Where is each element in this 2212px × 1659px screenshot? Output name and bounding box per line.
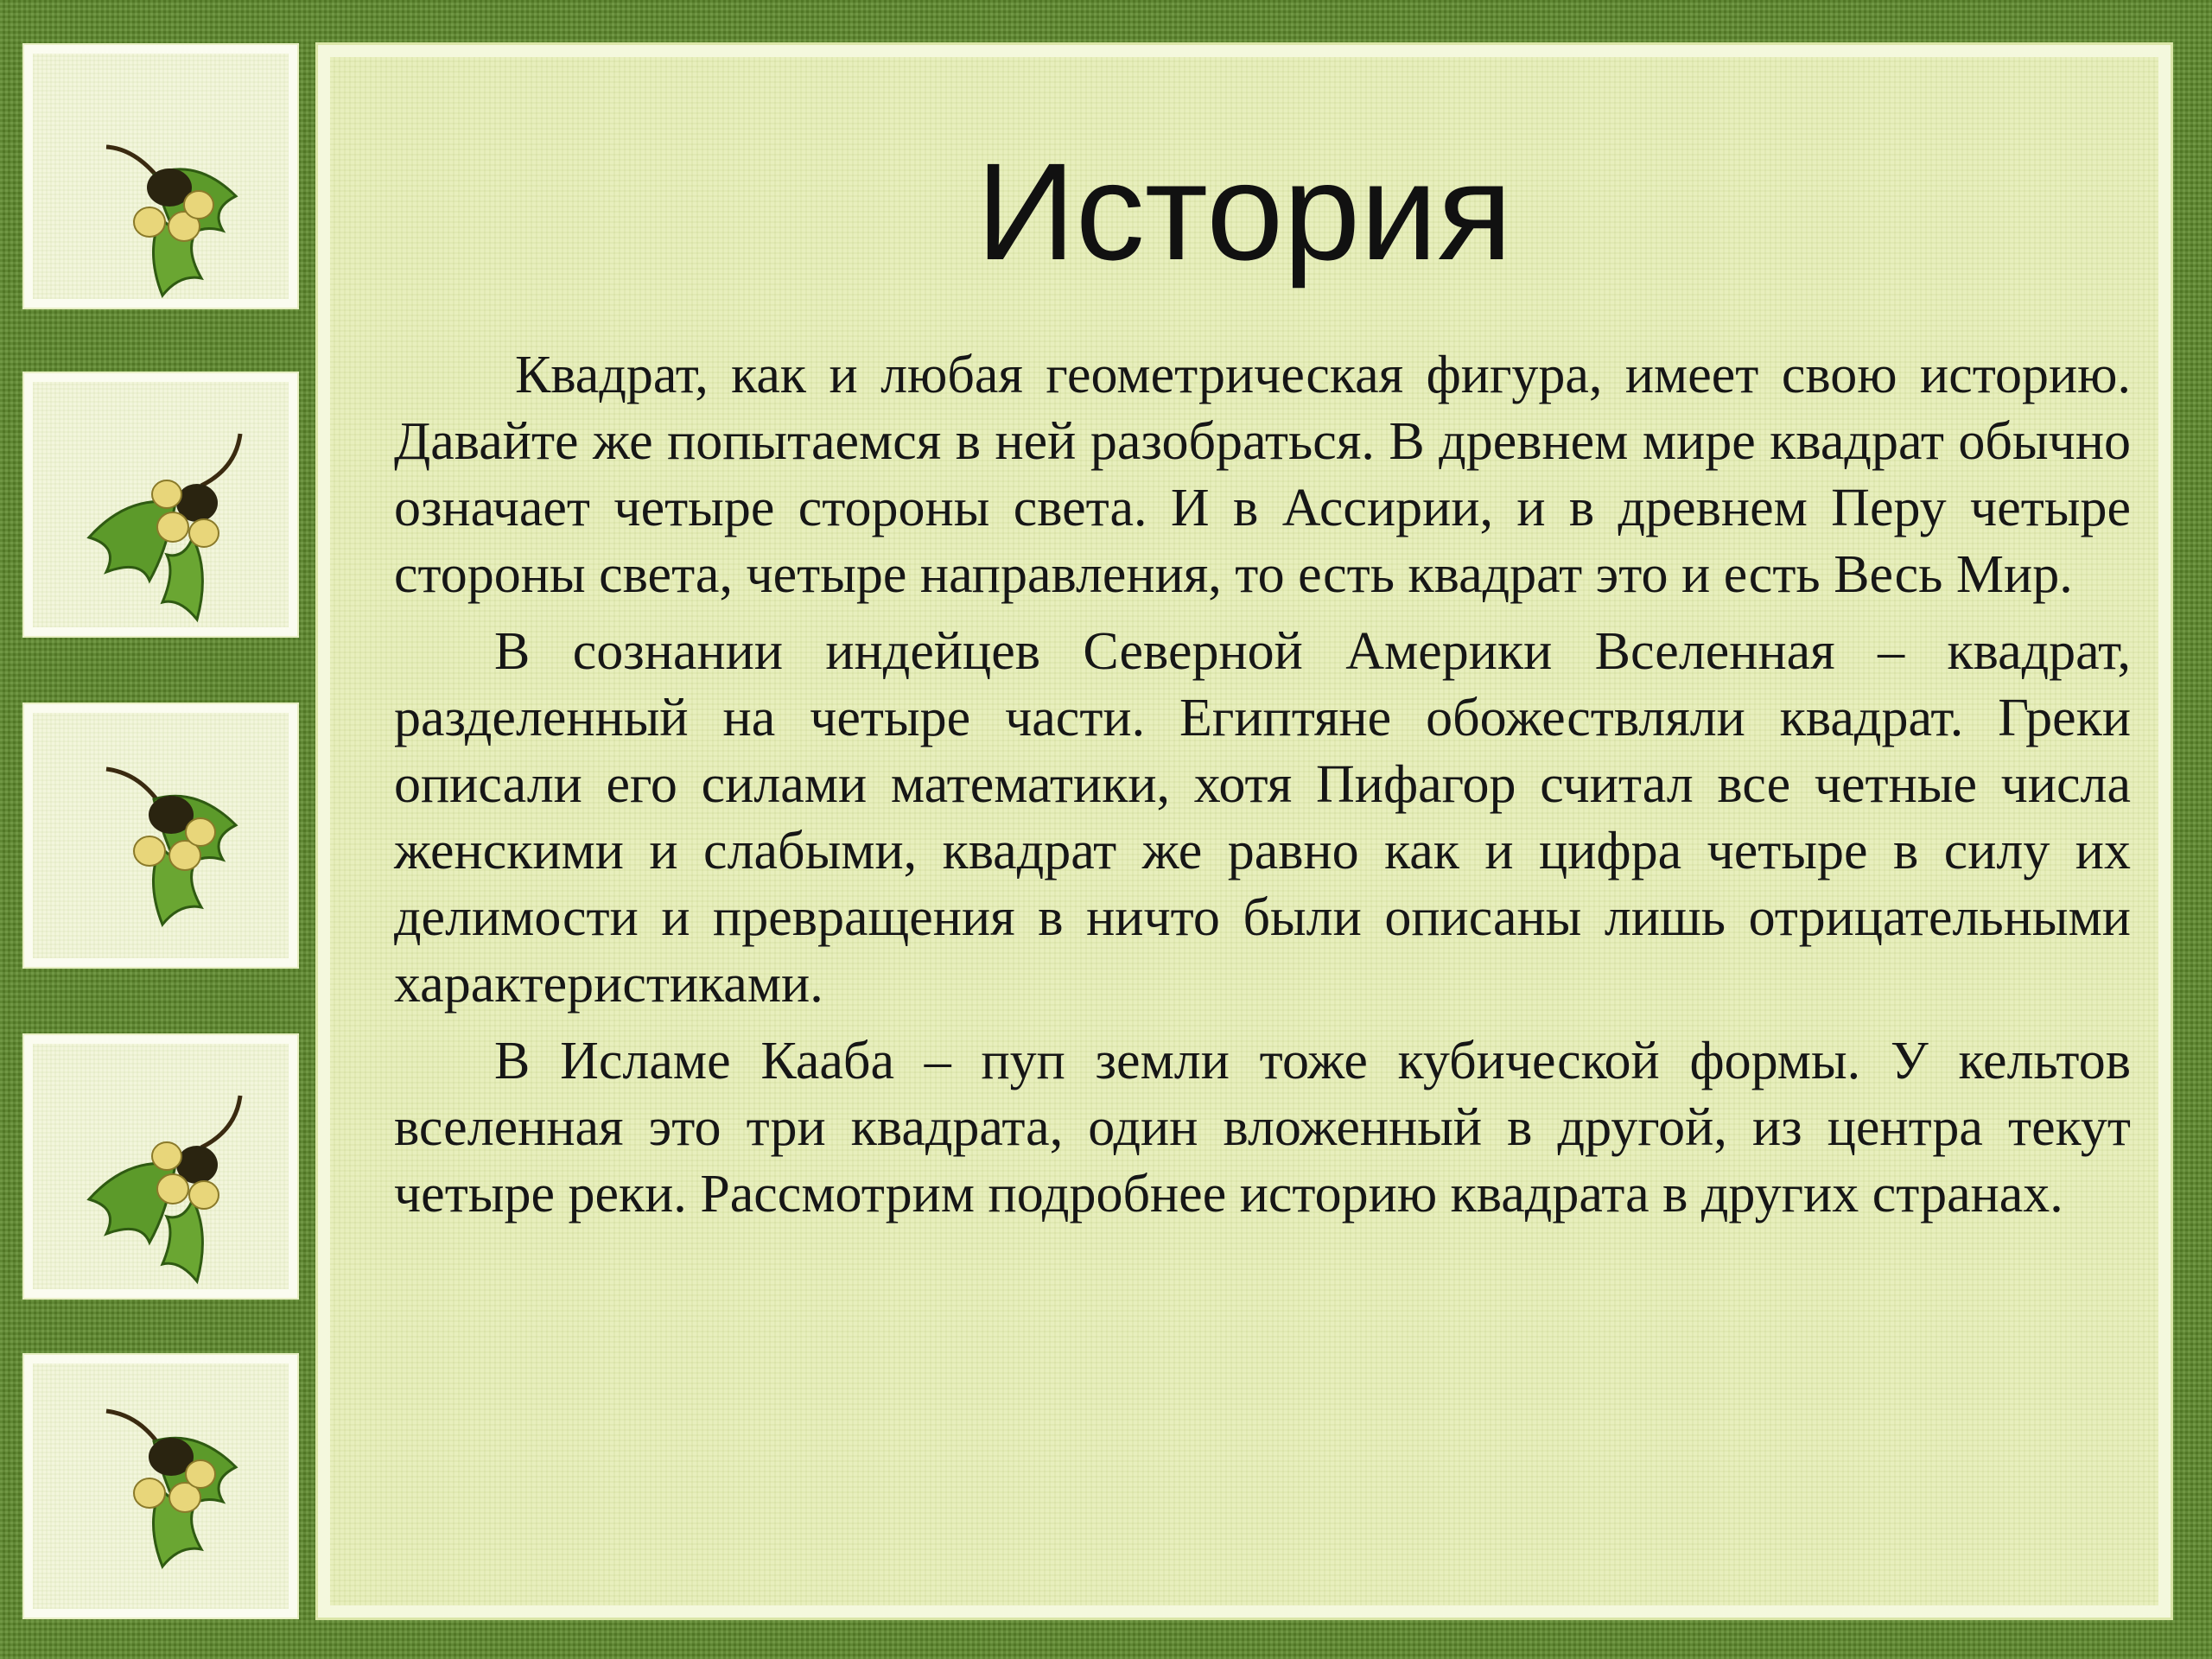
acorn-tile-1 — [24, 45, 297, 308]
paragraph-2: В сознании индейцев Северной Америки Вселенная – квадрат, разделенный на четыре части. Египтяне обожествляли квадрат. Греки описали его силами математики, хотя Пифагор считал все четные числа женскими и слабыми, квадрат же равно как и цифра четыре в силу их делимости и превращения в ничто были описаны лишь отрицательными характеристиками. — [394, 622, 2131, 1014]
slide-body — [394, 342, 2131, 1238]
slide-title: История — [976, 134, 1513, 289]
acorn-icon — [24, 45, 297, 308]
acorn-tile-5 — [24, 1355, 297, 1618]
paragraph-1: Квадрат, как и любая геометрическая фигура, имеет свою историю. Давайте же попытаемся в ней разобраться. В древнем мире квадрат обычно означает четыре стороны света. И в Ассирии, и в древнем Перу четыре стороны света, четыре направления, то есть квадрат это и есть Весь Мир. — [394, 346, 2131, 604]
acorn-icon — [24, 1355, 297, 1618]
acorn-tile-2 — [24, 373, 297, 636]
paragraph-3: В Исламе Кааба – пуп земли тоже кубической формы. У кельтов вселенная это три квадрата, один вложенный в другой, из центра текут четыре реки. Рассмотрим подробнее историю квадрата в других странах. — [394, 1032, 2131, 1224]
acorn-tile-3 — [24, 704, 297, 967]
acorn-icon — [24, 704, 297, 967]
acorn-icon — [24, 1035, 297, 1298]
acorn-tile-4 — [24, 1035, 297, 1298]
acorn-icon — [24, 373, 297, 636]
